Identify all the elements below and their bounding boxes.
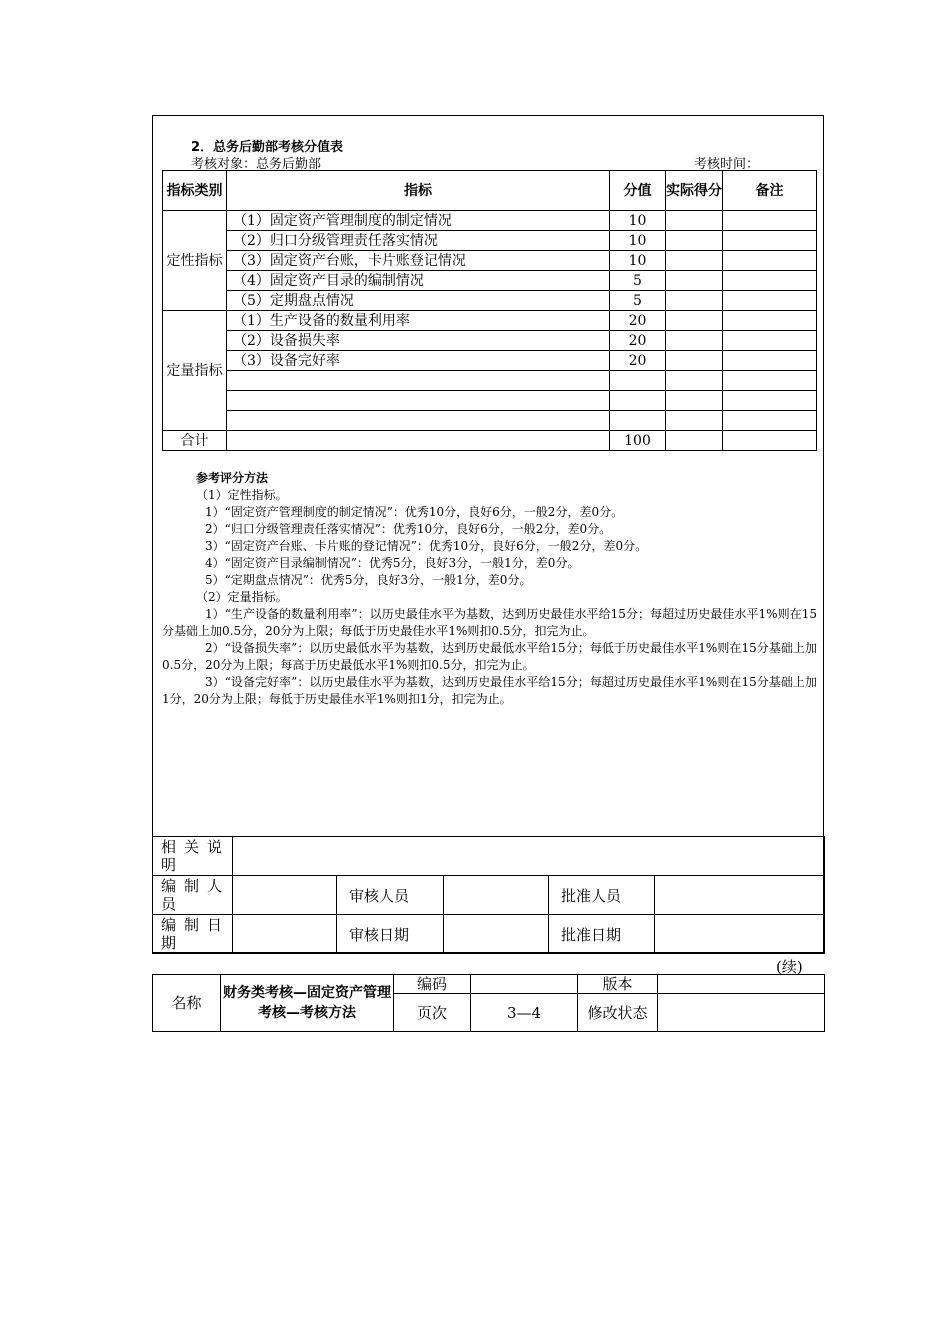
indicator-cell: （1）生产设备的数量利用率 [227, 311, 610, 331]
personnel-row [153, 876, 825, 915]
remarks-cell[interactable] [723, 211, 817, 231]
indicator-cell: （4）固定资产目录的编制情况 [227, 271, 610, 291]
prepared-by-field[interactable] [233, 876, 337, 915]
version-label: 版本 [578, 975, 658, 994]
score-cell: 20 [610, 311, 666, 331]
code-label: 编码 [394, 975, 471, 994]
prepared-by-label: 编制人员 [153, 876, 233, 915]
table-row [163, 351, 817, 371]
page-value: 3—4 [471, 994, 578, 1032]
score-cell[interactable] [610, 411, 666, 431]
scoring-method [162, 470, 817, 708]
table-row [163, 331, 817, 351]
prepared-date-label: 编制日期 [153, 915, 233, 954]
score-cell: 5 [610, 271, 666, 291]
score-cell: 20 [610, 331, 666, 351]
quantitative-item: 1）“生产设备的数量利用率”：以历史最佳水平为基数，达到历史最佳水平给15分；每超过历史最佳水平1%则在15分基础上加0.5分，20分为上限；每低于历史最佳水平1%则扣0.5分，扣完为止。 [162, 607, 817, 638]
actual-score-cell[interactable] [666, 211, 723, 231]
qualitative-item: 2）“归口分级管理责任落实情况”：优秀10分，良好6分，一般2分，差0分。 [205, 522, 612, 536]
score-cell: 5 [610, 291, 666, 311]
page-label: 页次 [394, 994, 471, 1032]
approval-table [152, 836, 825, 954]
table-row [163, 271, 817, 291]
indicator-cell: （3）固定资产台账，卡片账登记情况 [227, 251, 610, 271]
header-category: 指标类别 [163, 171, 227, 211]
qualitative-item: 5）“定期盘点情况”：优秀5分，良好3分，一般1分，差0分。 [205, 573, 532, 587]
revision-status-label: 修改状态 [578, 994, 658, 1032]
table-row [163, 211, 817, 231]
remarks-cell[interactable] [723, 351, 817, 371]
table-row [163, 311, 817, 331]
actual-score-cell[interactable] [666, 231, 723, 251]
document-footer-table [152, 974, 825, 1032]
actual-score-cell[interactable] [666, 311, 723, 331]
score-cell: 10 [610, 251, 666, 271]
header-remarks: 备注 [723, 171, 817, 211]
actual-score-cell[interactable] [666, 351, 723, 371]
score-cell: 10 [610, 211, 666, 231]
actual-score-cell[interactable] [666, 291, 723, 311]
total-score: 100 [610, 431, 666, 451]
remarks-cell[interactable] [723, 331, 817, 351]
remarks-cell[interactable] [723, 391, 817, 411]
revision-status-field[interactable] [658, 994, 825, 1032]
review-date-label: 审核日期 [337, 915, 444, 954]
reviewer-label: 审核人员 [337, 876, 444, 915]
total-actual-score-cell[interactable] [666, 431, 723, 451]
continued-label: (续) [776, 958, 803, 976]
score-table [162, 170, 817, 451]
footer-row-1 [153, 975, 825, 994]
qualitative-item: 1）“固定资产管理制度的制定情况”：优秀10分，良好6分，一般2分，差0分。 [205, 505, 624, 519]
actual-score-cell[interactable] [666, 251, 723, 271]
qualitative-item: 3）“固定资产台账、卡片账的登记情况”：优秀10分，良好6分，一般2分，差0分。 [205, 539, 648, 553]
score-cell[interactable] [610, 391, 666, 411]
category-qualitative: 定性指标 [163, 211, 227, 311]
score-cell[interactable] [610, 371, 666, 391]
reviewer-field[interactable] [444, 876, 549, 915]
section-title: 2．总务后勤部考核分值表 [191, 140, 344, 155]
actual-score-cell[interactable] [666, 391, 723, 411]
name-label: 名称 [153, 975, 221, 1032]
table-row [163, 231, 817, 251]
approver-label: 批准人员 [549, 876, 655, 915]
approver-field[interactable] [655, 876, 825, 915]
indicator-cell: （5）定期盘点情况 [227, 291, 610, 311]
quantitative-heading: （2）定量指标。 [196, 590, 288, 604]
actual-score-cell[interactable] [666, 371, 723, 391]
header-actual-score: 实际得分 [666, 171, 723, 211]
indicator-cell[interactable] [227, 371, 610, 391]
indicator-cell: （1）固定资产管理制度的制定情况 [227, 211, 610, 231]
assessment-time-label: 考核时间： [694, 157, 760, 172]
remarks-cell[interactable] [723, 411, 817, 431]
header-score: 分值 [610, 171, 666, 211]
version-field[interactable] [658, 975, 825, 994]
remarks-cell[interactable] [723, 231, 817, 251]
assessment-subject: 考核对象：总务后勤部 [191, 157, 322, 172]
dates-row [153, 915, 825, 954]
table-row [163, 391, 817, 411]
score-table-header [163, 171, 817, 211]
indicator-cell: （2）设备损失率 [227, 331, 610, 351]
score-cell: 20 [610, 351, 666, 371]
approve-date-field[interactable] [655, 915, 825, 954]
remarks-cell[interactable] [723, 311, 817, 331]
related-notes-field[interactable] [233, 837, 825, 876]
total-label: 合计 [163, 431, 227, 451]
related-notes-label: 相关说明 [153, 837, 233, 876]
score-cell: 10 [610, 231, 666, 251]
indicator-cell[interactable] [227, 411, 610, 431]
actual-score-cell[interactable] [666, 411, 723, 431]
related-notes-row [153, 837, 825, 876]
remarks-cell[interactable] [723, 371, 817, 391]
remarks-cell[interactable] [723, 251, 817, 271]
total-row [163, 431, 817, 451]
quantitative-item: 2）“设备损失率”：以历史最低水平为基数，达到历史最低水平给15分；每低于历史最佳水平1%则在15分基础上加0.5分，20分为上限；每高于历史最低水平1%则扣0.5分，扣完为止。 [162, 641, 817, 672]
actual-score-cell[interactable] [666, 331, 723, 351]
approve-date-label: 批准日期 [549, 915, 655, 954]
category-quantitative: 定量指标 [163, 311, 227, 431]
indicator-cell: （3）设备完好率 [227, 351, 610, 371]
prepared-date-field[interactable] [233, 915, 337, 954]
actual-score-cell[interactable] [666, 271, 723, 291]
quantitative-item: 3）“设备完好率”：以历史最佳水平为基数，达到历史最佳水平给15分；每超过历史最佳水平1%则在15分基础上加1分，20分为上限；每低于历史最佳水平1%则扣1分，扣完为止。 [162, 675, 817, 706]
document-title: 财务类考核—固定资产管理考核—考核方法 [221, 975, 394, 1032]
total-remarks-cell[interactable] [723, 431, 817, 451]
review-date-field[interactable] [444, 915, 549, 954]
header-indicator: 指标 [227, 171, 610, 211]
table-row [163, 251, 817, 271]
code-field[interactable] [471, 975, 578, 994]
qualitative-item: 4）“固定资产目录编制情况”：优秀5分，良好3分，一般1分，差0分。 [205, 556, 580, 570]
qualitative-heading: （1）定性指标。 [196, 488, 288, 502]
indicator-cell: （2）归口分级管理责任落实情况 [227, 231, 610, 251]
table-row [163, 291, 817, 311]
remarks-cell[interactable] [723, 271, 817, 291]
total-indicator-cell [227, 431, 610, 451]
method-title: 参考评分方法 [196, 471, 269, 485]
table-row [163, 371, 817, 391]
indicator-cell[interactable] [227, 391, 610, 411]
remarks-cell[interactable] [723, 291, 817, 311]
table-row [163, 411, 817, 431]
